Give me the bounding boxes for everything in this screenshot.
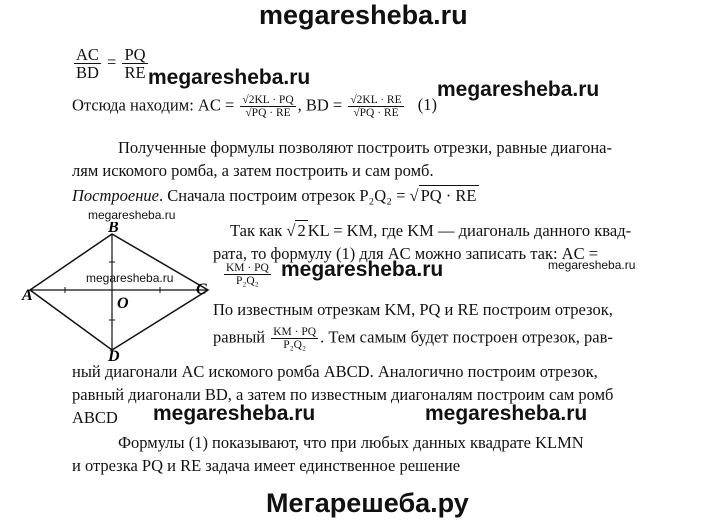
paragraph-line: равный $\frac{KM \cdot PQ}{\text{P₂Q₂}}$ . Тем самым будет построен отрезок, рав- (213, 326, 613, 352)
paragraph-line: ABCD (72, 408, 118, 427)
paragraph-line: и отрезка PQ и RE задача имеет единственное решение (72, 456, 461, 475)
vertex-label-o: O (117, 295, 129, 312)
vertex-label-c: C (196, 281, 207, 298)
rhombus-figure (20, 222, 220, 362)
paragraph-line: равный диагонали BD, а затем по известным диагоналям построим сам ромб (72, 385, 614, 404)
paragraph-line: Так как √ 2 KL = KM, где KM — диагональ данного квад- (230, 221, 632, 240)
vertex-label-b: B (108, 222, 119, 236)
watermark: megaresheba.ru (425, 402, 588, 425)
construction-line: Построение. Сначала построим отрезок P₂Q₂ = √ PQ · RE (72, 186, 477, 205)
watermark-top: megaresheba.ru (259, 0, 468, 30)
paragraph-line: рата, то формулу (1) для AC можно записать так: AC = (213, 244, 599, 263)
watermark-small: megaresheba.ru (548, 258, 636, 272)
paragraph-line: По известным отрезкам KM, PQ и RE построим отрезок, (213, 300, 613, 319)
paragraph-line: лям искомого ромба, а затем построить и сам ромб. (72, 161, 434, 180)
watermark: megaresheba.ru (153, 402, 316, 425)
watermark-small: megaresheba.ru (86, 271, 174, 285)
vertex-label-d: D (108, 348, 120, 362)
watermark: megaresheba.ru (437, 78, 600, 101)
fraction-line: $\frac{KM \cdot PQ}{\text{P₂Q₂}}$ (226, 262, 269, 288)
rhombus-outline (30, 234, 208, 350)
equation-diagonals: Отсюда находим: AC = $\frac{√2KL \cdot PQ}{√PQ \cdot RE}$ , BD = $\frac{√2KL \cdot RE}{√PQ \cdot RE}$ (1) (72, 94, 437, 120)
vertex-label-a: A (22, 287, 33, 304)
equation-ratio: $\frac{AC}{BD}$ = $\frac{PQ}{RE}$ (76, 45, 146, 83)
watermark: megaresheba.ru (281, 258, 444, 281)
paragraph-line: Формулы (1) показывают, что при любых данных квадрате KLMN (118, 433, 584, 452)
watermark-bottom: Мегарешеба.ру (266, 488, 469, 518)
watermark: megaresheba.ru (148, 66, 311, 89)
paragraph-line: ный диагонали AC искомого ромба ABCD. Аналогично построим отрезок, (72, 362, 598, 381)
watermark-small: megaresheba.ru (88, 208, 176, 222)
paragraph-line: Полученные формулы позволяют построить отрезки, равные диагона- (118, 138, 612, 157)
